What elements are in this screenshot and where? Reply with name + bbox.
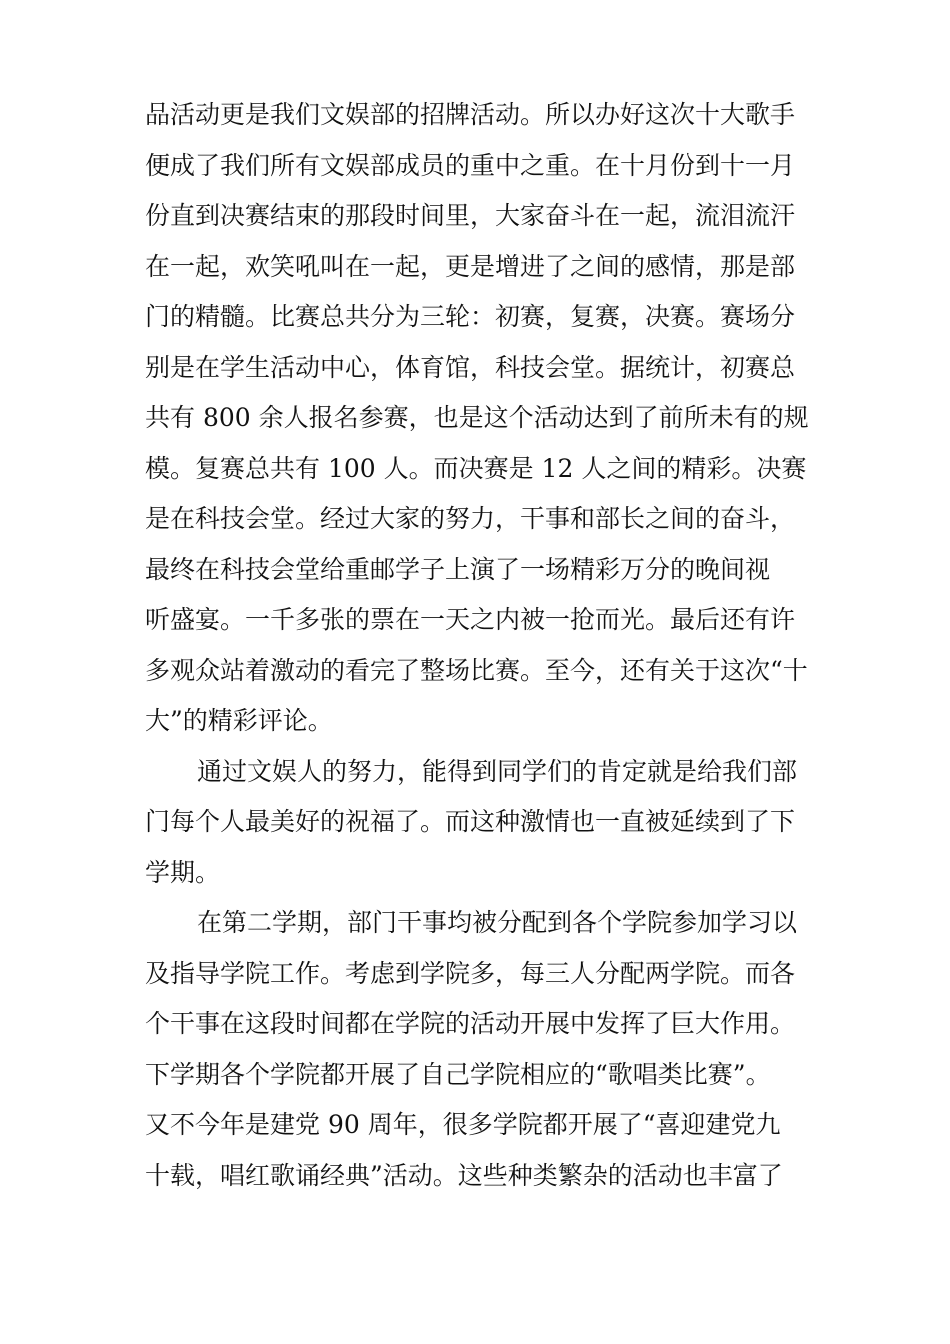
text-line: 个干事在这段时间都在学院的活动开展中发挥了巨大作用。 bbox=[145, 1009, 796, 1038]
text-line: 品活动更是我们文娱部的招牌活动。所以办好这次十大歌手 bbox=[145, 100, 796, 129]
text-line: 通过文娱人的努力，能得到同学们的肯定就是给我们部 bbox=[197, 756, 798, 786]
text-line: 又不今年是建党 90 周年，很多学院都开展了“喜迎建党九 bbox=[145, 1110, 781, 1139]
text-line: 下学期各个学院都开展了自己学院相应的“歌唱类比赛”。 bbox=[145, 1059, 771, 1089]
text-line: 及指导学院工作。考虑到学院多，每三人分配两学院。而各 bbox=[145, 958, 796, 988]
text-line: 模。复赛总共有 100 人。而决赛是 12 人之间的精彩。决赛 bbox=[145, 453, 807, 483]
text-line: 多观众站着激动的看完了整场比赛。至今，还有关于这次“十 bbox=[145, 655, 808, 685]
text-line: 是在科技会堂。经过大家的努力，干事和部长之间的奋斗， bbox=[145, 504, 796, 533]
text-line: 共有 800 余人报名参赛，也是这个活动达到了前所未有的规 bbox=[145, 403, 809, 432]
text-line: 门每个人最美好的祝福了。而这种激情也一直被延续到了下 bbox=[145, 807, 796, 836]
text-line: 十载，唱红歌诵经典”活动。这些种类繁杂的活动也丰富了 bbox=[145, 1160, 783, 1190]
text-line: 大”的精彩评论。 bbox=[145, 706, 333, 735]
text-line: 份直到决赛结束的那段时间里，大家奋斗在一起，流泪流汗 bbox=[145, 201, 796, 230]
text-line: 最终在科技会堂给重邮学子上演了一场精彩万分的晚间视 bbox=[145, 554, 771, 584]
text-line: 学期。 bbox=[145, 857, 221, 887]
text-line: 在第二学期，部门干事均被分配到各个学院参加学习以 bbox=[197, 908, 798, 937]
text-line: 听盛宴。一千多张的票在一天之内被一抢而光。最后还有许 bbox=[145, 605, 796, 634]
text-line: 在一起，欢笑吼叫在一起，更是增进了之间的感情，那是部 bbox=[145, 251, 796, 281]
text-line: 门的精髓。比赛总共分为三轮：初赛，复赛，决赛。赛场分 bbox=[145, 302, 796, 331]
text-line: 别是在学生活动中心，体育馆，科技会堂。据统计，初赛总 bbox=[145, 352, 796, 382]
text-line: 便成了我们所有文娱部成员的重中之重。在十月份到十一月 bbox=[145, 150, 796, 180]
